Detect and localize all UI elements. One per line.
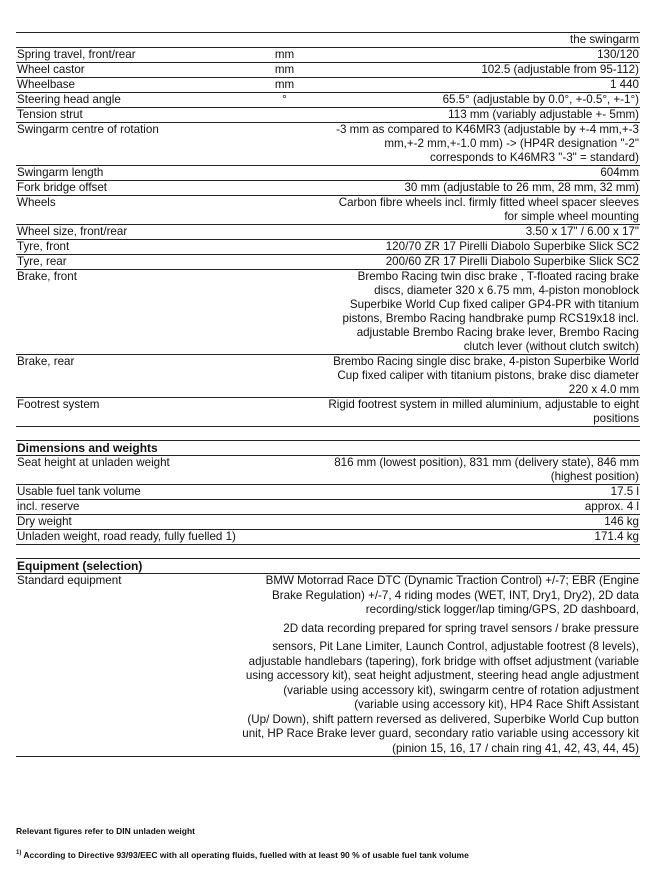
table-row [16,500,640,515]
row-label: Tension strut [17,108,83,121]
row-unit [242,515,327,529]
table-row [16,181,640,196]
row-value: 146 kg [604,515,639,528]
row-value: approx. 4 l [584,500,639,513]
row-value: 17.5 l [610,485,639,498]
row-value: 200/60 ZR 17 Pirelli Diabolo Superbike Slick SC2 [385,255,639,268]
equipment-list [242,574,640,756]
equipment-line: sensors, Pit Lane Limiter, Launch Control, adjustable footrest (8 levels), adjustable handlebars (tapering), fork bridge with offset adjustment (variable using accessory kit), seat height adjustment, steering head angle adjustment (variable using accessory kit), swingarm centre of rotation adjustment (variable using accessory kit), HP4 Race Shift Assistant [245,640,639,711]
row-label: Wheel castor [17,63,85,76]
row-label: Unladen weight, road ready, fully fuelled 1) [17,530,236,543]
row-value: the swingarm [570,33,639,46]
table-row [16,255,640,270]
row-unit [242,181,327,195]
row-unit [242,225,327,239]
row-label: Seat height at unladen weight [17,456,170,469]
row-label: Wheels [17,196,56,209]
row-label: Usable fuel tank volume [17,485,141,498]
row-value: 65.5° (adjustable by 0.0°, +-0.5°, +-1°) [442,93,639,106]
row-unit [242,166,327,180]
row-label: Swingarm length [17,166,104,179]
table-row [16,93,640,108]
row-value: 120/70 ZR 17 Pirelli Diabolo Superbike Slick SC2 [385,240,639,253]
table-row [16,63,640,78]
section-heading: Dimensions and weights [16,440,640,456]
row-value: 30 mm (adjustable to 26 mm, 28 mm, 32 mm) [404,181,639,194]
equipment-line: (Up/ Down), shift pattern reversed as delivered, Superbike World Cup button unit, HP Race Brake lever guard, secondary ratio variable using accessory kit [242,712,639,740]
row-label: Spring travel, front/rear [17,48,136,61]
row-label: Fork bridge offset [17,181,108,194]
row-unit: mm [274,48,295,61]
row-unit [242,485,327,499]
row-unit [242,355,327,397]
table-row [16,240,640,255]
row-unit [242,108,327,122]
equipment-line: (pinion 15, 16, 17 / chain ring 41, 42, 43, 44, 45) [392,741,639,755]
table-row [16,123,640,166]
row-unit [242,456,327,484]
row-unit [242,500,327,514]
table-row [16,485,640,500]
row-value: 3.50 x 17" / 6.00 x 17" [525,225,639,238]
table-row [16,530,640,545]
spec-sheet [16,32,640,757]
row-value: 1 440 [609,78,639,91]
section-heading: Equipment (selection) [16,558,640,574]
table-row [16,225,640,240]
row-unit [242,123,327,165]
row-label: Brake, rear [17,355,75,368]
row-value: 604mm [600,166,639,179]
table-row [16,108,640,123]
row-label: Tyre, rear [17,255,67,268]
row-value: 102.5 (adjustable from 95-112) [481,63,639,76]
table-row [16,398,640,427]
footnote: Relevant figures refer to DIN unladen weight [16,826,196,836]
row-unit [242,240,327,254]
row-value: -3 mm as compared to K46MR3 (adjustable by +-4 mm,+-3 mm,+-2 mm,+-1.0 mm) -> (HP4R designation "-2" corresponds to K46MR3 "-3" = standard) [336,123,639,164]
row-label: Brake, front [17,270,77,283]
equipment-line: 2D data recording prepared for spring travel sensors / brake pressure [283,621,639,635]
row-label: Dry weight [17,515,72,528]
row-unit [242,530,327,544]
footnote: $^{1)}$ According to Directive 93/93/EEC with all operating fluids, fuelled with at least 90 % of usable fuel tank volume [16,850,469,860]
row-label: Footrest system [17,398,100,411]
row-unit: mm [274,78,295,91]
row-value: 113 mm (variably adjustable +- 5mm) [448,108,639,121]
row-label: Steering head angle [17,93,121,106]
row-label: Standard equipment [17,574,122,587]
row-unit [242,196,327,224]
table-row [16,78,640,93]
chassis-table [16,48,640,427]
row-value: Brembo Racing single disc brake, 4-piston Superbike World Cup fixed caliper with titanium pistons, brake disc diameter 220 x 4.0 mm [333,355,639,396]
row-value: 130/120 [597,48,639,61]
table-row [16,32,640,48]
equipment-line: BMW Motorrad Race DTC (Dynamic Traction Control) +/-7; EBR (Engine Brake Regulation) +/-7, 4 riding modes (WET, INT, Dry1, Dry2), 2D data recording/stick logger/lap timing/GPS, 2D dashboard, [265,574,639,616]
table-row [16,48,640,63]
row-label: Wheel size, front/rear [17,225,128,238]
row-label: Swingarm centre of rotation [17,123,159,136]
table-row [16,355,640,398]
table-row [16,574,640,757]
row-unit: mm [274,63,295,76]
row-unit [242,270,327,354]
row-unit [242,255,327,269]
row-value: Brembo Racing twin disc brake , T-floated racing brake discs, diameter 320 x 6.75 mm, 4-piston monoblock Superbike World Cup fixed caliper GP4-PR with titanium pistons, Brembo Racing handbrake pump RCS19x18 incl. adjustable Brembo Racing brake lever, Brembo Racing clutch lever (without clutch switch) [342,270,639,353]
row-value: 171.4 kg [594,530,639,543]
row-label: Wheelbase [17,78,76,91]
table-row [16,166,640,181]
row-unit: ° [282,93,287,106]
table-row [16,196,640,225]
table-row [16,456,640,485]
row-unit [242,398,327,426]
row-label: Tyre, front [17,240,70,253]
table-row [16,270,640,355]
row-label: incl. reserve [17,500,80,513]
row-value: Rigid footrest system in milled aluminium, adjustable to eight positions [328,398,639,425]
table-row [16,515,640,530]
dimensions-table [16,456,640,545]
row-value: 816 mm (lowest position), 831 mm (delivery state), 846 mm (highest position) [334,456,639,483]
row-value: Carbon fibre wheels incl. firmly fitted wheel spacer sleeves for simple wheel mounting [338,196,639,223]
